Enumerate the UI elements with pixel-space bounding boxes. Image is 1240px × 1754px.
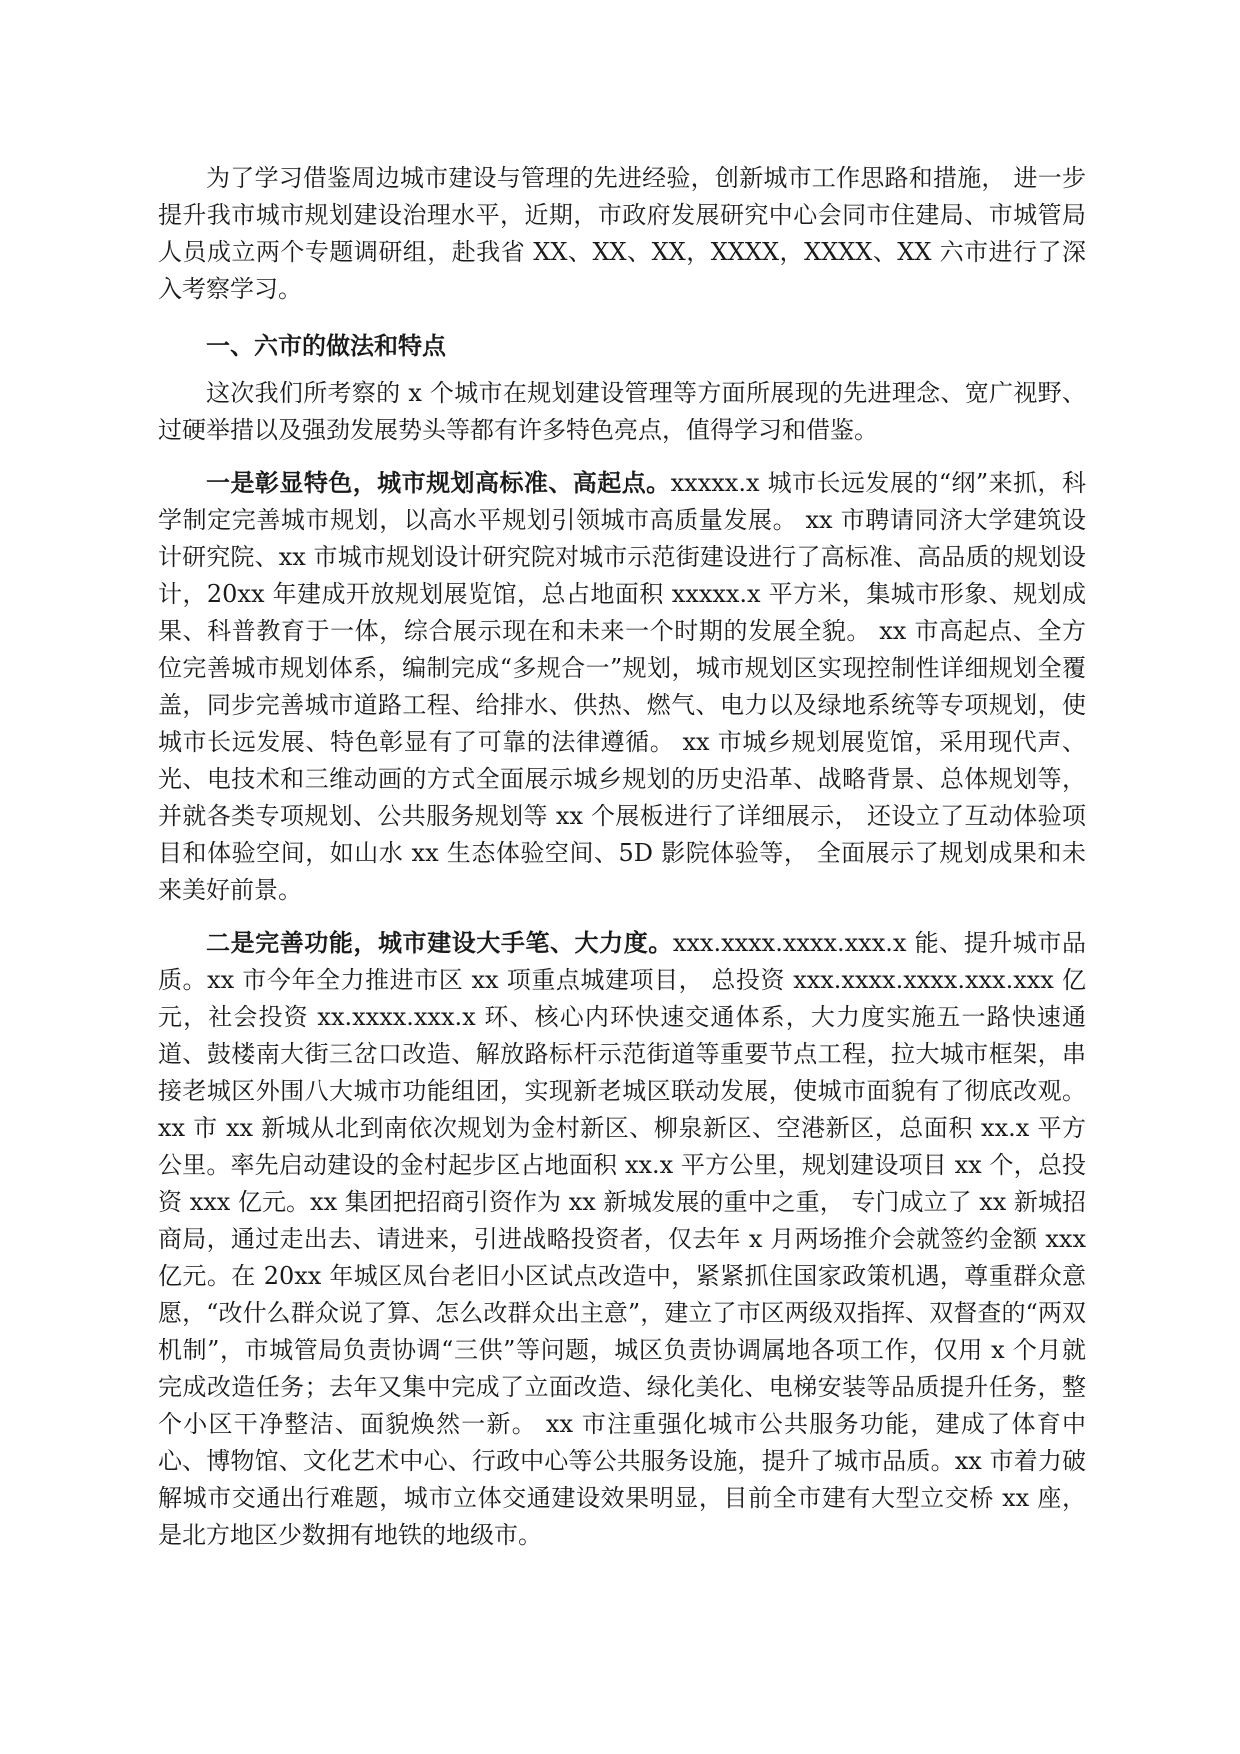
paragraph-lead: 二是完善功能，城市建设大手笔、大力度。 — [206, 929, 673, 957]
paragraph-text: xxx.xxxx.xxxx.xxx.x 能、提升城市品质。xx 市今年全力推进市区 xx 项重点城建项目， 总投资 xxx.xxxx.xxxx.xxx.xxx 亿元，社会投资 xx.xxxx.xxx.x 环、核心内环快速交通体系，大力度实施五一路快速通道、鼓楼南大街三岔口改造、解放路标杆示范街道等重要节点工程，拉大城市框架，串接老城区外围八大城市功能组团，实现新老城区联动发展，使城市面貌有了彻底改观。xx 市 xx 新城从北到南依次规划为金村新区、柳泉新区、空港新区，总面积 xx.x 平方公里。率先启动建设的金村起步区占地面积 xx.x 平方公里，规划建设项目 xx 个，总投资 xxx 亿元。xx 集团把招商引资作为 xx 新城发展的重中之重， 专门成立了 xx 新城招商局，通过走出去、请进来，引进战略投资者，仅去年 x 月两场推介会就签约金额 xxx 亿元。在 20xx 年城区凤台老旧小区试点改造中，紧紧抓住国家政策机遇，尊重群众意愿，“改什么群众说了算、怎么改群众出主意”，建立了市区两级双指挥、双督查的“两双机制”，市城管局负责协调“三供”等问题，城区负责协调属地各项工作，仅用 x 个月就完成改造任务；去年又集中完成了立面改造、绿化美化、电梯安装等品质提升任务，整个小区干净整洁、面貌焕然一新。 xx 市注重强化城市公共服务功能，建成了体育中心、博物馆、文化艺术中心、行政中心等公共服务设施，提升了城市品质。xx 市着力破解城市交通出行难题，城市立体交通建设效果明显，目前全市建有大型立交桥 xx 座，是北方地区少数拥有地铁的地级市。 — [158, 929, 1087, 1549]
paragraph-lead: 一是彰显特色，城市规划高标准、高起点。 — [206, 469, 671, 497]
paragraph-text: xxxxx.x 城市长远发展的“纲”来抓，科学制定完善城市规划，以高水平规划引领城市高质量发展。 xx 市聘请同济大学建筑设计研究院、xx 市城市规划设计研究院对城市示范街建设进行了高标准、高品质的规划设计，20xx 年建成开放规划展览馆，总占地面积 xxxxx.x 平方米，集城市形象、规划成果、科普教育于一体，综合展示现在和未来一个时期的发展全貌。 xx 市高起点、全方位完善城市规划体系，编制完成“多规合一”规划，城市规划区实现控制性详细规划全覆盖，同步完善城市道路工程、给排水、供热、燃气、电力以及绿地系统等专项规划，使城市长远发展、特色彰显有了可靠的法律遵循。 xx 市城乡规划展览馆，采用现代声、光、电技术和三维动画的方式全面展示城乡规划的历史沿革、战略背景、总体规划等，并就各类专项规划、公共服务规划等 xx 个展板进行了详细展示， 还设立了互动体验项目和体验空间，如山水 xx 生态体验空间、5D 影院体验等， 全面展示了规划成果和未来美好前景。 — [158, 469, 1087, 904]
paragraph-text: 为了学习借鉴周边城市建设与管理的先进经验，创新城市工作思路和措施， 进一步提升我市城市规划建设治理水平，近期，市政府发展研究中心会同市住建局、市城管局人员成立两个专题调研组，赴我省 XX、XX、XX，XXXX，XXXX、XX 六市进行了深入考察学习。 — [158, 164, 1086, 303]
intro-paragraph — [158, 160, 1086, 308]
overview-paragraph — [158, 375, 1086, 449]
point-two-paragraph — [158, 925, 1086, 1554]
heading-text: 一、六市的做法和特点 — [206, 332, 446, 360]
section-heading — [158, 328, 1086, 365]
paragraph-text: 这次我们所考察的 x 个城市在规划建设管理等方面所展现的先进理念、宽广视野、过硬举措以及强劲发展势头等都有许多特色亮点，值得学习和借鉴。 — [158, 379, 1086, 444]
point-one-paragraph — [158, 465, 1086, 909]
document-page — [158, 160, 1086, 1570]
